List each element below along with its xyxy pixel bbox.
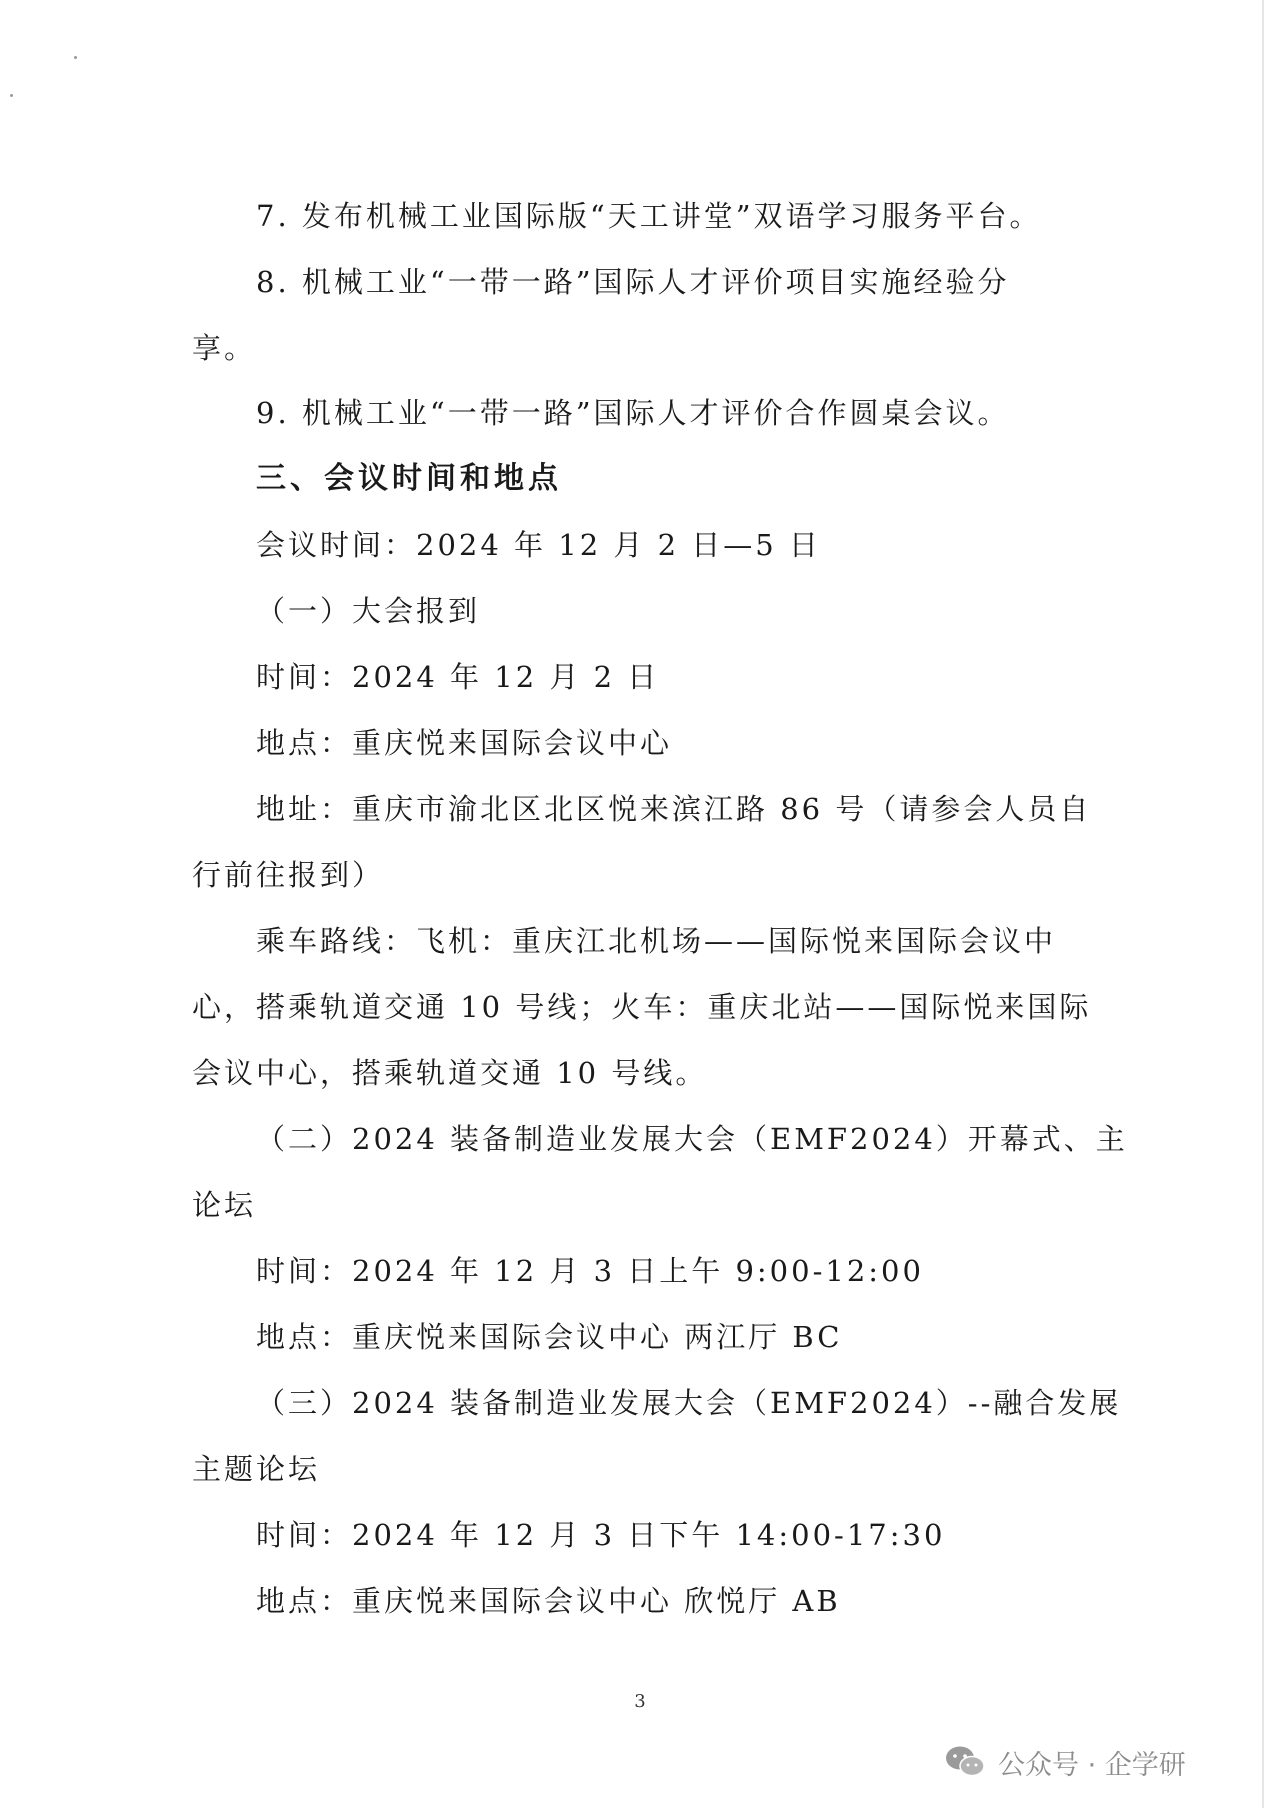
list-item-8: 8. 机械工业“一带一路”国际人才评价项目实施经验分 (256, 265, 1010, 299)
scan-speck (10, 94, 13, 97)
theme-forum-time: 时间：2024 年 12 月 3 日下午 14:00-17:30 (256, 1518, 946, 1552)
wechat-watermark (944, 1738, 1186, 1786)
transport-route-continued: 心，搭乘轨道交通 10 号线；火车：重庆北站——国际悦来国际 (192, 990, 1092, 1024)
scan-speck (74, 56, 77, 59)
watermark-text: 公众号 · 企学研 (998, 1749, 1186, 1781)
list-item-9: 9. 机械工业“一带一路”国际人才评价合作圆桌会议。 (256, 396, 1010, 430)
registration-address-continued: 行前往报到） (192, 858, 385, 892)
meeting-time: 会议时间：2024 年 12 月 2 日—5 日 (256, 528, 821, 562)
list-item-7: 7. 发布机械工业国际版“天工讲堂”双语学习服务平台。 (256, 199, 1042, 233)
section-heading: 三、会议时间和地点 (256, 461, 562, 496)
theme-forum-venue: 地点：重庆悦来国际会议中心 欣悦厅 AB (256, 1584, 841, 1618)
registration-address: 地址：重庆市渝北区北区悦来滨江路 86 号（请参会人员自 (256, 792, 1092, 826)
subsection-theme-forum-continued: 主题论坛 (192, 1452, 321, 1486)
list-item-8-continued: 享。 (192, 331, 257, 365)
opening-forum-venue: 地点：重庆悦来国际会议中心 两江厅 BC (256, 1320, 843, 1354)
registration-venue: 地点：重庆悦来国际会议中心 (256, 726, 673, 760)
subsection-opening-forum: （二）2024 装备制造业发展大会（EMF2024）开幕式、主 (256, 1122, 1128, 1156)
page-edge (1262, 0, 1264, 1808)
subsection-opening-forum-continued: 论坛 (192, 1188, 257, 1222)
page-number: 3 (634, 1691, 646, 1712)
subsection-theme-forum: （三）2024 装备制造业发展大会（EMF2024）--融合发展 (256, 1386, 1122, 1420)
opening-forum-time: 时间：2024 年 12 月 3 日上午 9:00-12:00 (256, 1254, 924, 1288)
transport-route-continued: 会议中心，搭乘轨道交通 10 号线。 (192, 1056, 708, 1090)
wechat-icon (944, 1744, 986, 1780)
transport-route: 乘车路线：飞机：重庆江北机场——国际悦来国际会议中 (256, 924, 1057, 958)
subsection-registration: （一）大会报到 (256, 594, 481, 628)
registration-time: 时间：2024 年 12 月 2 日 (256, 660, 660, 694)
